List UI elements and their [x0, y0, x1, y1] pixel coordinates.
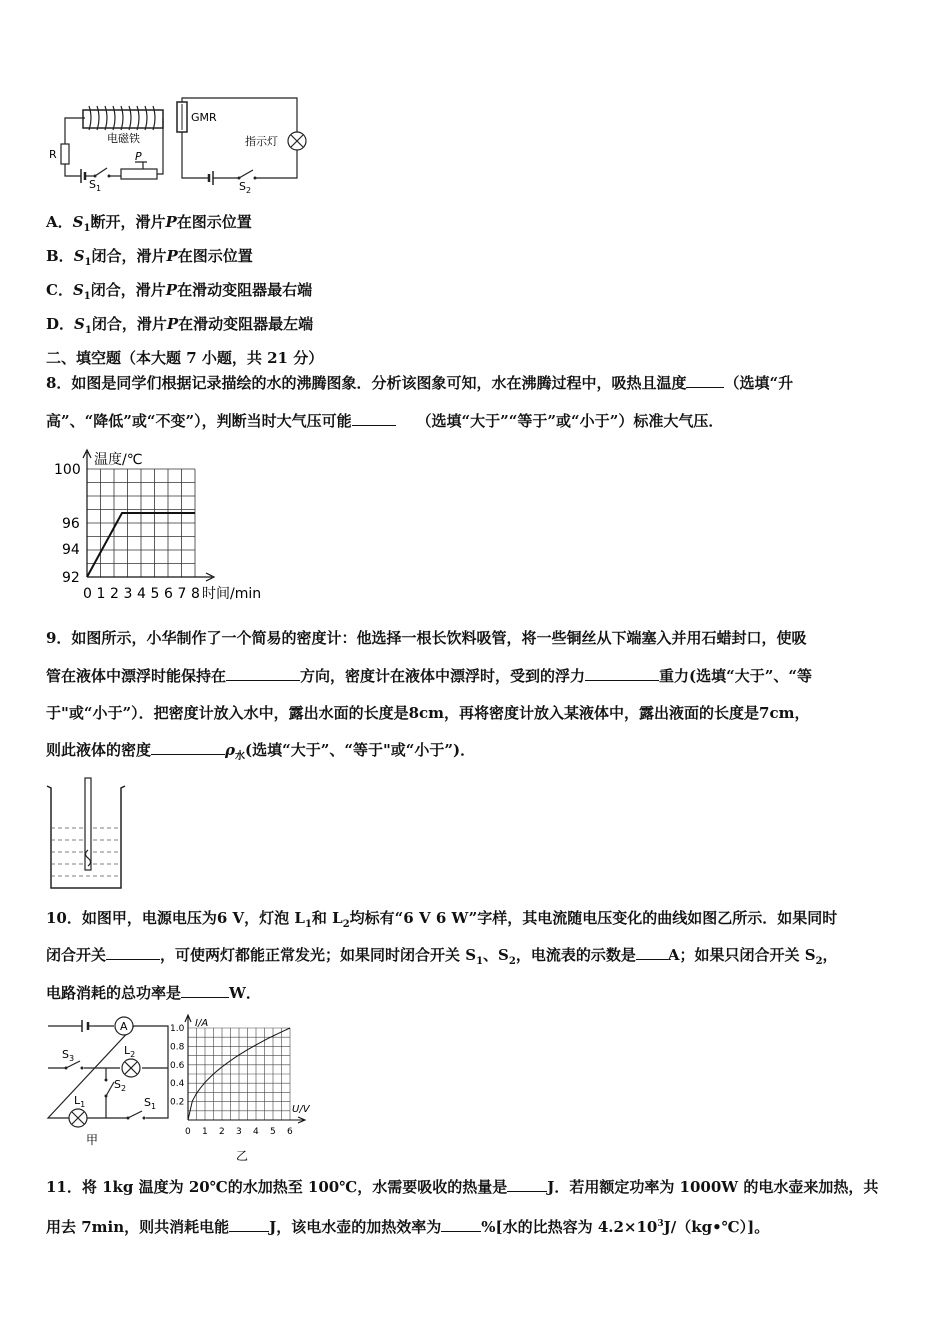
figure-label-jia: 甲 [86, 1133, 99, 1147]
q7-circuit-figure [45, 96, 315, 195]
q8-line-2: 高”、“降低”或“不变”），判断当时大气压可能 （选填“大于”“等于”或“小于”）标准大气压． [46, 412, 724, 430]
q7-option-c[interactable]: C．$S_1$闭合，滑片P在滑动变阻器最右端 [46, 281, 313, 302]
q8-xtick: 3 [123, 586, 133, 602]
resistor-r [61, 144, 69, 164]
q10-iv-graph [168, 1014, 328, 1164]
q10-line-2: 闭合开关 ，可使两灯都能正常发光；如果同时闭合开关 $S_1$、$S_2$，电流表的示数是 A；如果只闭合开关 $S_2$， [46, 946, 838, 967]
q9-line-3: 于"或“小于”）．把密度计放入水中，露出水面的长度是8cm，再将密度计放入某液体中，露出液面的长度是7cm， [46, 704, 810, 722]
q8-xtick: 2 [110, 586, 119, 602]
q10-blank-2[interactable] [636, 945, 668, 960]
q8-xtick: 8 [191, 586, 200, 602]
q8-blank-2[interactable] [352, 411, 396, 426]
switch-s1 [95, 168, 107, 176]
q10-line-3: 电路消耗的总功率是 W． [46, 984, 261, 1002]
q8-ytick: 96 [62, 516, 80, 532]
svg-text:L2: $L_2$ [124, 1044, 136, 1059]
svg-text:S2: $S_2$ [239, 180, 252, 195]
q10-xtick: 2 [219, 1127, 225, 1137]
q10-xtick: 1 [202, 1127, 208, 1137]
q10-xtick: 6 [287, 1127, 293, 1137]
q8-blank-1[interactable] [686, 373, 724, 388]
indicator-label: 指示灯 [245, 135, 278, 148]
q10-blank-1[interactable] [106, 945, 160, 960]
q10-xtick: 5 [270, 1127, 276, 1137]
svg-text:A: A [120, 1020, 128, 1033]
svg-text:S1: $S_1$ [89, 178, 102, 193]
switch-s2 [239, 170, 253, 178]
q9-blank-2[interactable] [585, 666, 659, 681]
q8-y-axis-label: 温度/℃ [94, 452, 143, 468]
q8-line-1: 8．如图是同学们根据记录描绘的水的沸腾图象．分析该图象可知，水在沸腾过程中，吸热且温度 （选填“升 [46, 374, 794, 392]
q8-x-axis-label: 时间/min [202, 586, 262, 602]
slider-rheostat [121, 169, 157, 179]
svg-text:S1: $S_1$ [144, 1096, 157, 1111]
q7-option-a[interactable]: A．$S_1$断开，滑片P在图示位置 [46, 213, 252, 234]
q10-ytick: 1.0 [170, 1024, 185, 1034]
q9-beaker-figure [45, 778, 125, 892]
svg-text:S3: $S_3$ [62, 1048, 75, 1063]
q10-xtick: 4 [253, 1127, 259, 1137]
q8-xtick: 1 [96, 586, 106, 602]
q10-ytick: 0.8 [170, 1042, 185, 1053]
q8-ytick: 92 [62, 570, 80, 586]
q10-ytick: 0.2 [170, 1097, 185, 1108]
q11-blank-3[interactable] [441, 1217, 481, 1232]
q9-line-4: 则此液体的密度 $\rho_水$(选填“大于”、“等于"或“小于”)． [46, 741, 476, 762]
q10-y-axis-label: I/A [195, 1018, 209, 1029]
switch-s2 [106, 1082, 114, 1096]
gmr-label: GMR [191, 111, 217, 124]
resistor-label: R [49, 148, 57, 161]
q10-xtick: 0 [185, 1127, 191, 1137]
q11-blank-1[interactable] [507, 1177, 547, 1192]
q9-line-1: 9．如图所示，小华制作了一个简易的密度计：他选择一根长饮料吸管，将一些铜丝从下端塞入并用石蜡封口，使吸 [46, 629, 807, 647]
q9-line-2: 管在液体中漂浮时能保持在 方向，密度计在液体中漂浮时，受到的浮力 重力(选填“大于”、“等 [46, 667, 813, 685]
q7-option-b[interactable]: B．$S_1$闭合，滑片P在图示位置 [46, 247, 253, 268]
svg-text:L1: $L_1$ [74, 1094, 86, 1109]
q8-xtick: 0 [83, 586, 92, 602]
figure-label-yi: 乙 [236, 1149, 249, 1163]
q10-circuit-figure [44, 1016, 174, 1146]
q11-line-1: 11．将 1kg 温度为 20℃的水加热至 100℃，水需要吸收的热量是 J．若用额定功率为 1000W 的电水壶来加热，共 [46, 1178, 879, 1196]
electromagnet-label: 电磁铁 [107, 132, 140, 145]
section-heading: 二、填空题（本大题 7 小题，共 21 分） [46, 349, 324, 367]
q8-xtick: 7 [177, 586, 187, 602]
q9-blank-1[interactable] [226, 666, 300, 681]
q8-ytick: 100 [54, 462, 81, 478]
q7-option-d[interactable]: D．$S_1$闭合，滑片P在滑动变阻器最左端 [46, 315, 314, 336]
q10-x-axis-label: U/V [292, 1104, 310, 1115]
q8-ytick: 94 [62, 542, 80, 558]
q8-xtick: 5 [150, 586, 160, 602]
q11-line-2: 用去 7min，则共消耗电能 J，该电水壶的加热效率为 %[水的比热容为 $4.2\times 10^3J/(kg•℃)$]。 [46, 1218, 770, 1236]
q9-blank-3[interactable] [151, 740, 225, 755]
svg-text:S2: $S_2$ [114, 1078, 127, 1093]
q8-xtick: 4 [137, 586, 146, 602]
q8-xtick: 6 [164, 586, 173, 602]
q10-blank-3[interactable] [181, 983, 229, 998]
q10-xtick: 3 [236, 1127, 242, 1137]
q10-ytick: 0.6 [170, 1060, 185, 1071]
q8-boiling-graph [52, 450, 282, 606]
q10-ytick: 0.4 [170, 1079, 185, 1090]
q10-line-1: 10．如图甲，电源电压为6 V，灯泡 $L_1$和 $L_2$均标有“6 V 6 W”字样，其电流随电压变化的曲线如图乙所示．如果同时 [46, 909, 838, 930]
slider-p-label: P [135, 150, 142, 163]
q11-blank-2[interactable] [229, 1217, 269, 1232]
